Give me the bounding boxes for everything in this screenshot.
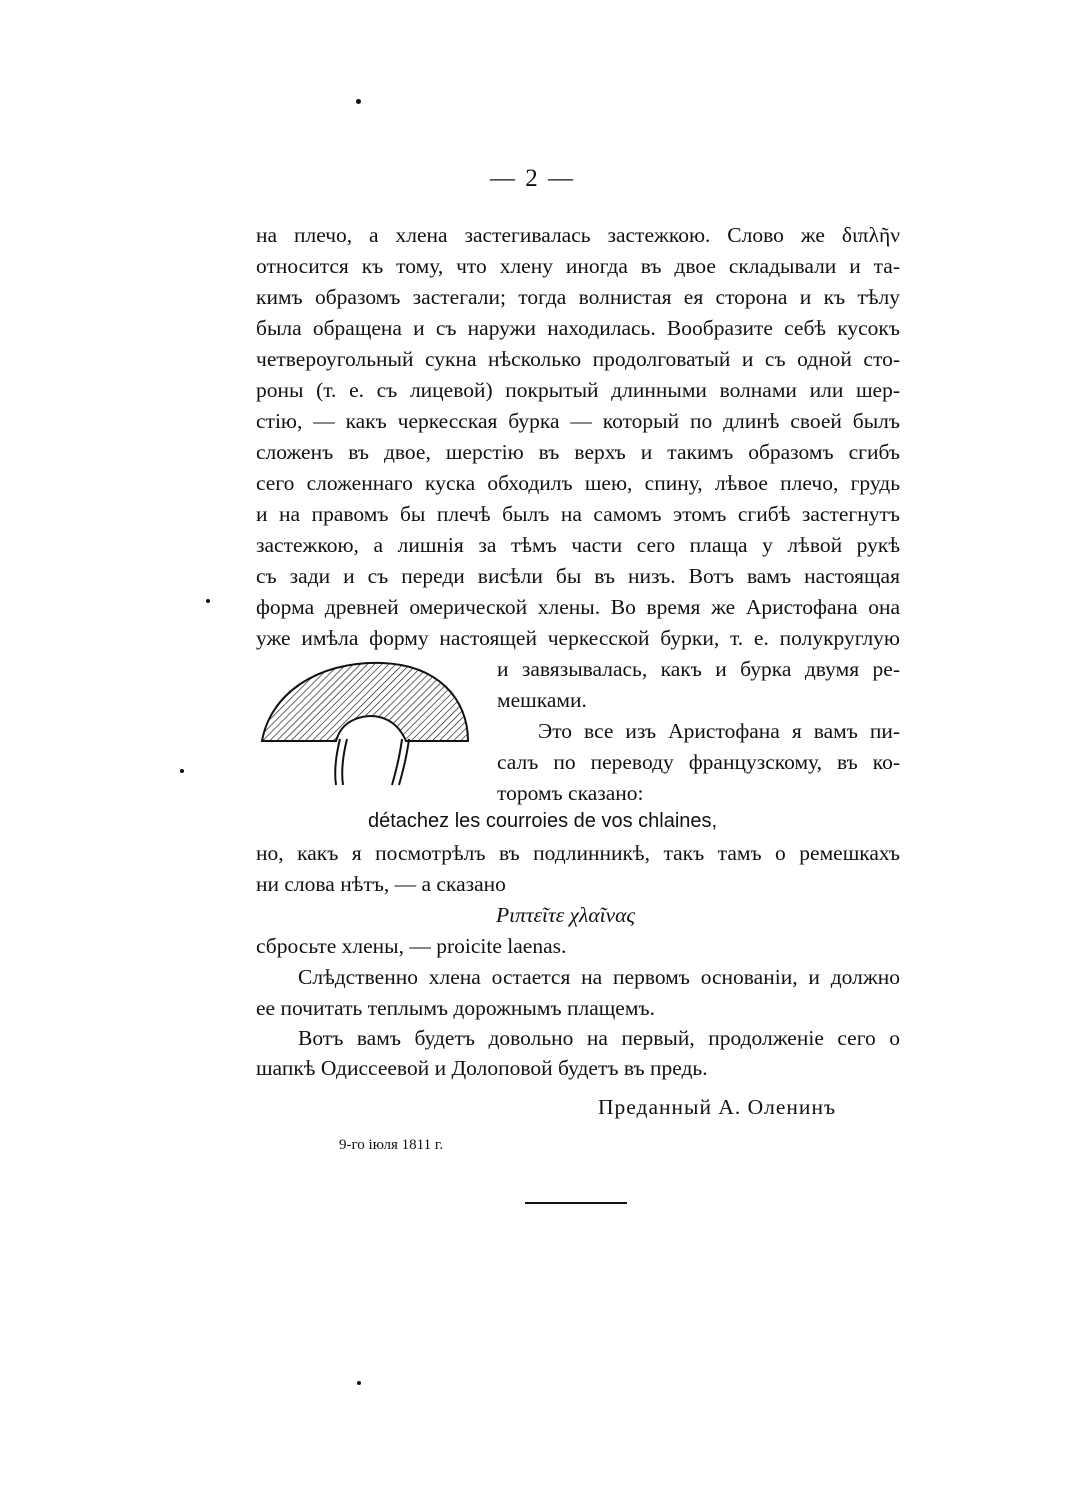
body-line: Вотъ вамъ будетъ довольно на первый, продолженіе сего о	[298, 1026, 900, 1050]
body-line: съ зади и съ переди висѣли бы въ низъ. Вотъ вамъ настоящая	[256, 564, 900, 588]
body-line: Слѣдственно хлена остается на первомъ основаніи, и должно	[298, 965, 900, 989]
body-line: Это все изъ Аристофана я вамъ пи-	[538, 719, 900, 743]
body-line: была обращена и съ наружи находилась. Вообразите себѣ кусокъ	[256, 316, 900, 340]
body-line: четвероугольный сукна нѣсколько продолговатый и съ одной сто-	[256, 347, 900, 371]
body-line: шапкѣ Одиссеевой и Долоповой будетъ въ предь.	[256, 1056, 708, 1080]
body-line: роны (т. е. съ лицевой) покрытый длинными волнами или шер-	[256, 378, 900, 402]
body-line: и на правомъ бы плечѣ былъ на самомъ этомъ сгибѣ застегнутъ	[256, 502, 900, 526]
body-line: ее почитать теплымъ дорожнымъ плащемъ.	[256, 996, 655, 1020]
body-line: стію, — какъ черкесская бурка — который по длинѣ своей былъ	[256, 409, 900, 433]
body-line: на плечо, а хлена застегивалась застежкою. Слово же διπλῆν	[256, 223, 900, 247]
body-line: уже имѣла форму настоящей черкесской бурки, т. е. полукруглую	[256, 626, 900, 650]
closing-rule	[525, 1202, 627, 1204]
print-speck	[180, 769, 184, 773]
translation-line: сбросьте хлены, — proicite laenas.	[256, 934, 567, 958]
body-line: застежкою, а лишнія за тѣмъ части сего плаща у лѣвой рукѣ	[256, 533, 900, 557]
body-line: и завязывалась, какъ и бурка двумя ре-	[497, 657, 900, 681]
body-line: сего сложеннаго куска обходилъ шею, спину, лѣвое плечо, грудь	[256, 471, 900, 495]
body-line: торомъ сказано:	[497, 781, 644, 805]
print-speck	[206, 599, 210, 603]
body-line: но, какъ я посмотрѣлъ въ подлинникѣ, такъ тамъ о ремешкахъ	[256, 841, 900, 865]
french-quote: détachez les courroies de vos chlaines,	[368, 810, 718, 832]
body-line: мешками.	[497, 688, 587, 712]
body-line: сложенъ въ двое, шерстію въ верхъ и такимъ образомъ сгибъ	[256, 440, 900, 464]
greek-quote: Ριπτεῖτε χλαῖνας	[496, 903, 636, 927]
letter-date: 9-го іюля 1811 г.	[339, 1137, 444, 1153]
page-number: — 2 —	[490, 165, 575, 192]
cloak-illustration-icon	[256, 655, 478, 787]
signature: Преданный А. Оленинъ	[598, 1095, 837, 1119]
print-speck	[356, 99, 361, 104]
body-line: ни слова нѣтъ, — а сказано	[256, 872, 506, 896]
body-line: салъ по переводу французскому, въ ко-	[497, 750, 900, 774]
body-line: форма древней омерической хлены. Во время же Аристофана она	[256, 595, 900, 619]
body-line: кимъ образомъ застегали; тогда волнистая ея сторона и къ тѣлу	[256, 285, 900, 309]
print-speck	[357, 1381, 361, 1385]
body-line: относится къ тому, что хлену иногда въ двое складывали и та-	[256, 254, 900, 278]
